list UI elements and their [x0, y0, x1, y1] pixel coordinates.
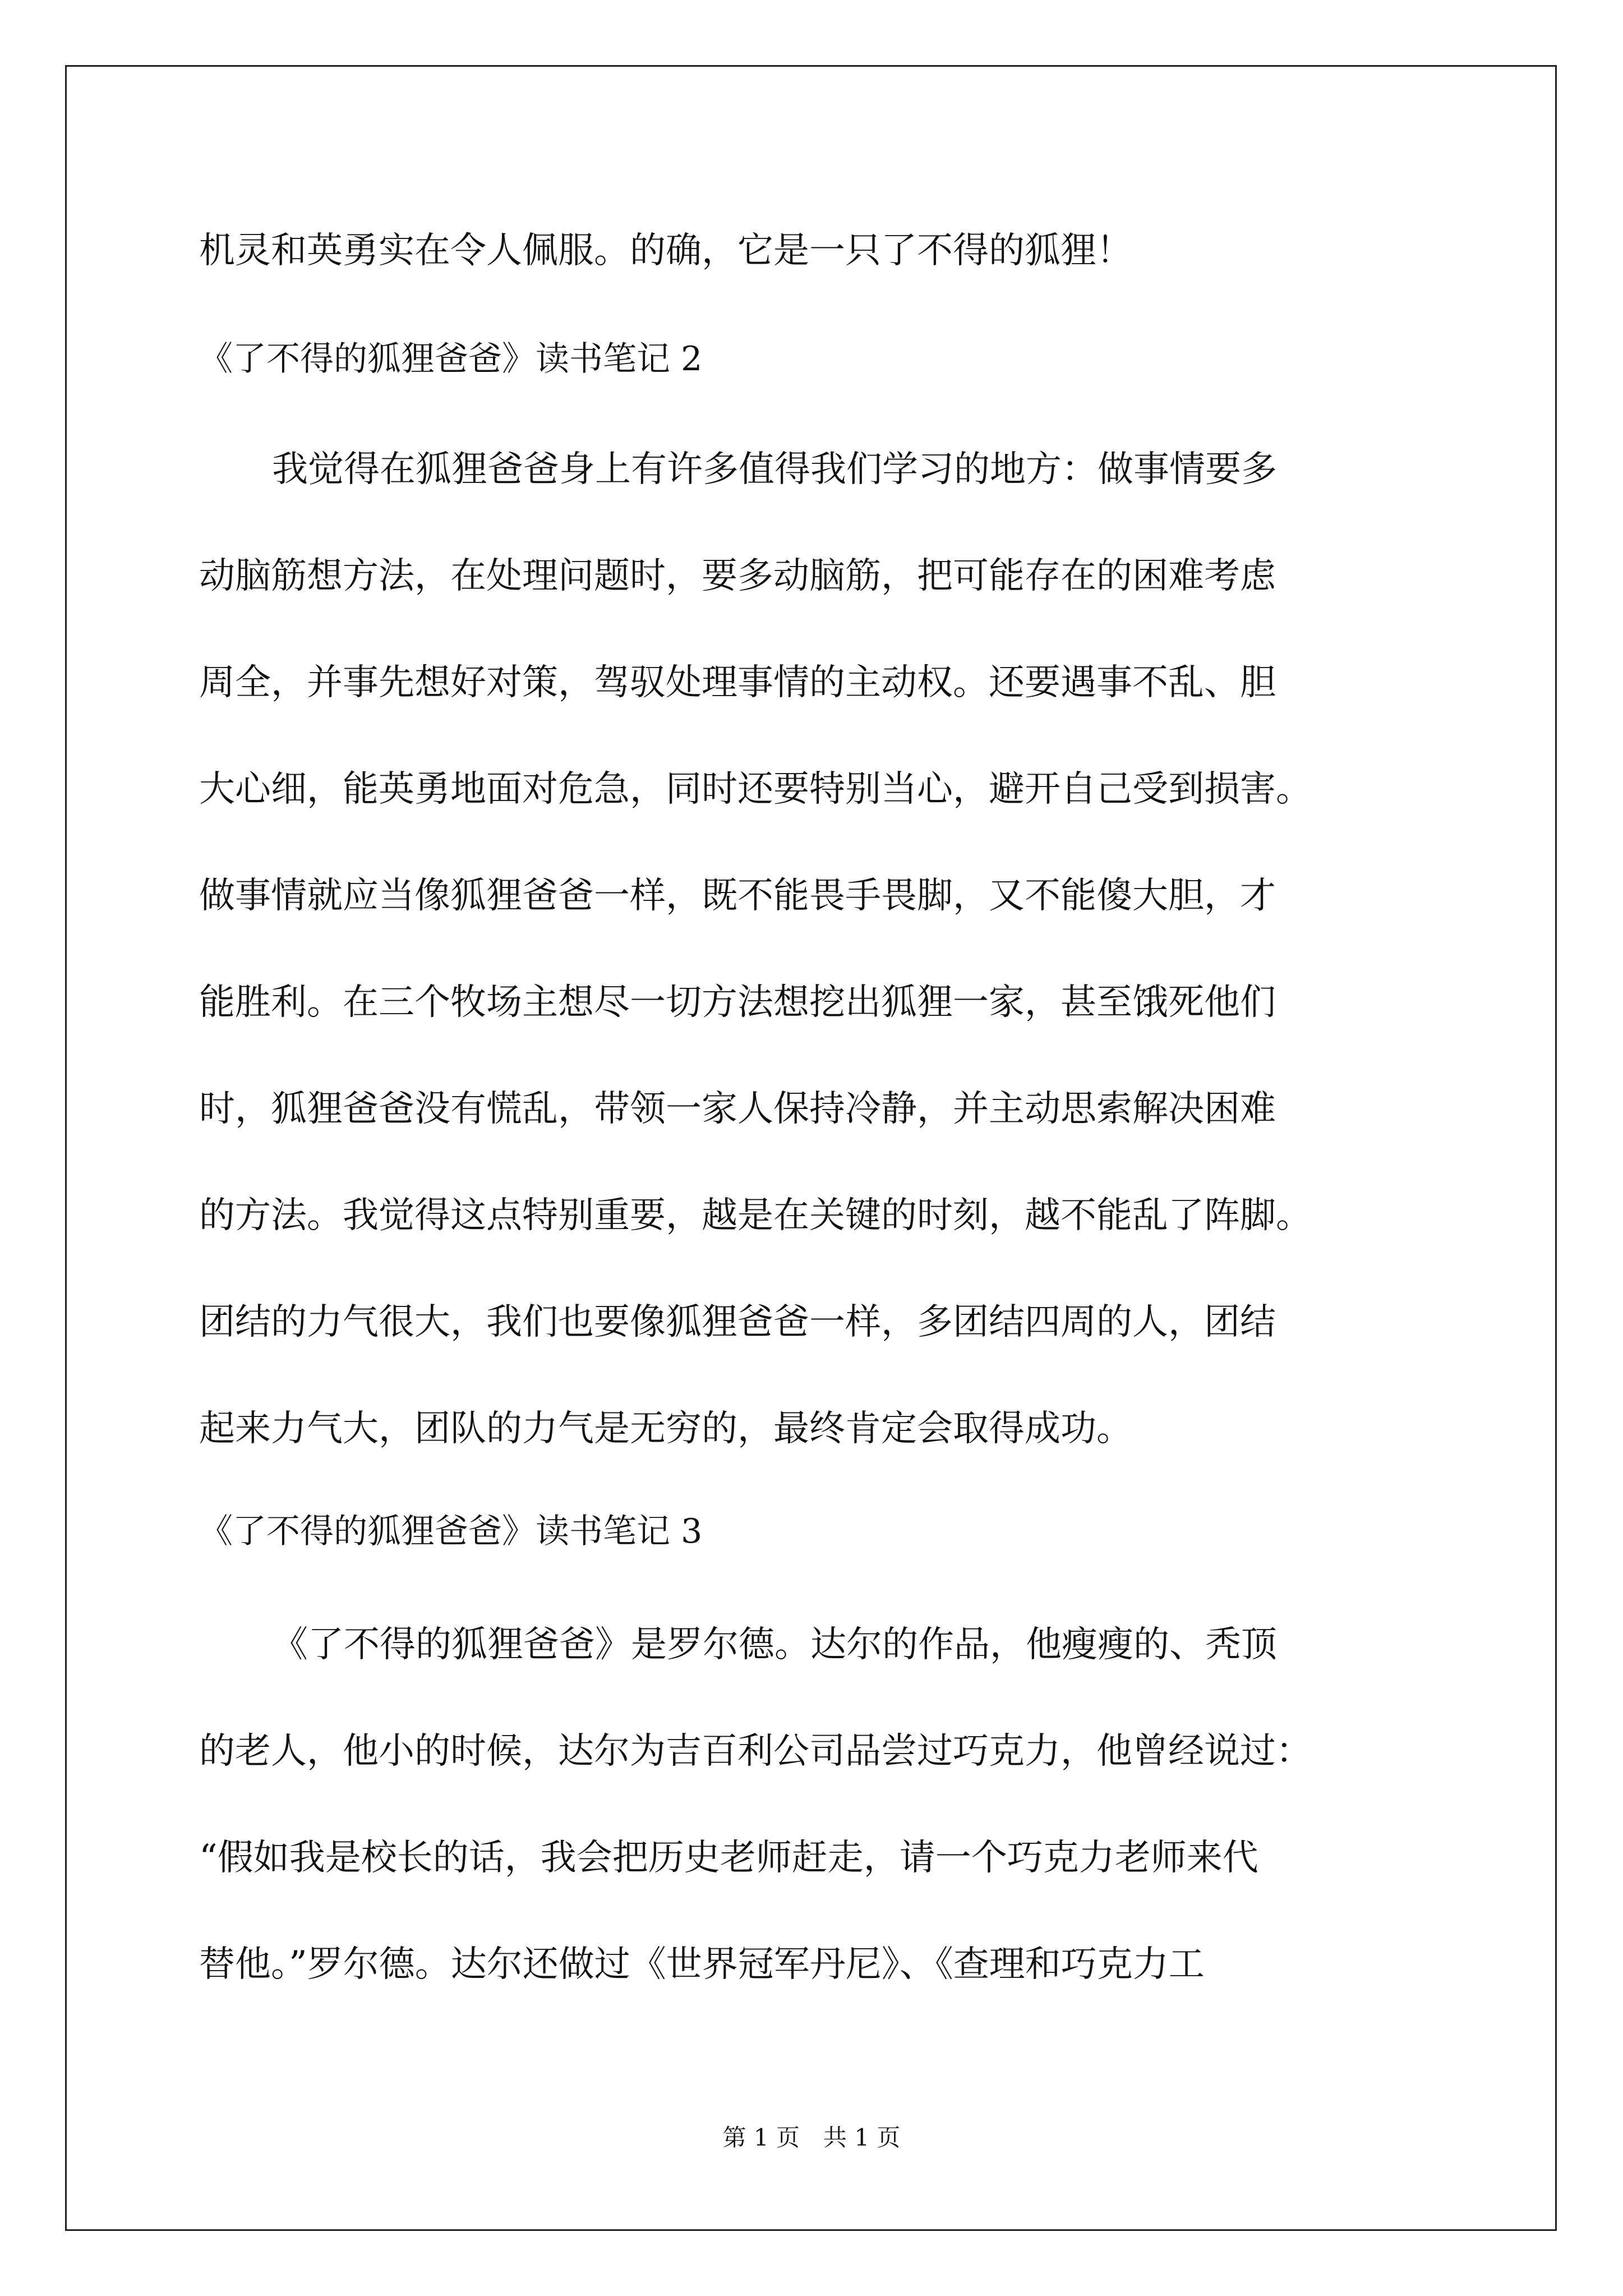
body-line: 周全，并事先想好对策，驾驭处理事情的主动权。还要遇事不乱、胆 [199, 662, 1276, 703]
body-line: 大心细，能英勇地面对危急，同时还要特别当心，避开自己受到损害。 [199, 769, 1312, 810]
body-line: 起来力气大，团队的力气是无穷的，最终肯定会取得成功。 [199, 1408, 1132, 1450]
page-border [65, 65, 1557, 2231]
body-line: 时，狐狸爸爸没有慌乱，带领一家人保持冷静，并主动思索解决困难 [199, 1088, 1276, 1130]
paragraph-first-line: 我觉得在狐狸爸爸身上有许多值得我们学习的地方：做事情要多 [272, 449, 1277, 490]
paragraph-first-line: 《了不得的狐狸爸爸》是罗尔德。达尔的作品，他瘦瘦的、秃顶 [272, 1624, 1277, 1665]
body-line: 的老人，他小的时候，达尔为吉百利公司品尝过巧克力，他曾经说过： [199, 1731, 1312, 1772]
section-heading: 《了不得的狐狸爸爸》读书笔记 2 [199, 339, 703, 379]
body-line: 的方法。我觉得这点特别重要，越是在关键的时刻，越不能乱了阵脚。 [199, 1195, 1312, 1236]
section-heading: 《了不得的狐狸爸爸》读书笔记 3 [199, 1512, 703, 1551]
body-line: 动脑筋想方法，在处理问题时，要多动脑筋，把可能存在的困难考虑 [199, 555, 1276, 597]
body-line: 能胜利。在三个牧场主想尽一切方法想挖出狐狸一家，甚至饿死他们 [199, 982, 1276, 1023]
page-footer: 第 1 页 共 1 页 [722, 2124, 901, 2151]
body-line: 做事情就应当像狐狸爸爸一样，既不能畏手畏脚，又不能傻大胆，才 [199, 875, 1276, 917]
body-line: “假如我是校长的话，我会把历史老师赶走，请一个巧克力老师来代 [199, 1837, 1258, 1879]
body-line: 替他。”罗尔德。达尔还做过《世界冠军丹尼》、《查理和巧克力工 [199, 1944, 1205, 1985]
body-line: 团结的力气很大，我们也要像狐狸爸爸一样，多团结四周的人，团结 [199, 1301, 1276, 1343]
body-line: 机灵和英勇实在令人佩服。的确，它是一只了不得的狐狸！ [199, 230, 1132, 272]
